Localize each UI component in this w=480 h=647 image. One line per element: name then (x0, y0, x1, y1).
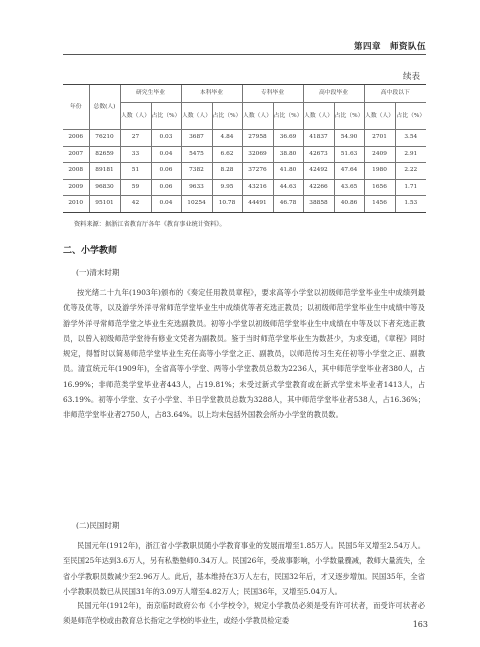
count-subheader: 人数（人） (242, 103, 273, 130)
section-title: 二、小学教师 (63, 246, 118, 256)
table-row (63, 179, 426, 196)
table-cell: 3687 (181, 130, 212, 147)
table-continued-label: 续表 (402, 72, 420, 82)
page-number: 163 (412, 620, 428, 629)
table-cell: 7382 (181, 163, 212, 180)
table-cell: 1456 (364, 196, 395, 213)
year-cell: 2010 (63, 196, 89, 213)
table-cell: 8.28 (212, 163, 242, 180)
group-header: 本科毕业 (181, 85, 242, 103)
table-cell: 0.04 (151, 146, 181, 163)
table-cell: 0.06 (151, 163, 181, 180)
table-cell: 1980 (364, 163, 395, 180)
percent-subheader: 占比（%） (151, 103, 181, 130)
table-row (63, 130, 426, 147)
group-header: 高中段以下 (364, 85, 426, 103)
table-cell: 82659 (89, 146, 120, 163)
table-cell: 0.06 (151, 179, 181, 196)
table-cell: 42673 (303, 146, 334, 163)
total-header: 总数(人) (89, 85, 120, 130)
count-subheader: 人数（人） (364, 103, 395, 130)
paragraph-qing: 按光绪二十九年(1903年)颁布的《奏定任用教员章程》，要求高等小学堂以初级师范学堂毕业生中成绩列最优等及优等，以及游学外洋寻常师范学堂毕业生中成绩优等者充选正教员；以初级师范学堂毕业生中成绩中等及游学外洋寻常师范学堂之毕业生充选副教员。初等小学堂以初级师范学堂毕业生中成绩在中等及以下者充选正教员，以曾入初级师范学堂待有修业文凭者为副教员。鉴于当时师范学堂毕业生为数甚少，为求变通，《章程》同时规定，得暂时以简易师范学堂毕业生充任高等小学堂之正、副教员，以师范传习生充任初等小学堂之正、副教员。清宣统元年(1909年)，全省高等小学堂、两等小学堂教员总数为2236人，其中师范学堂毕业者380人，占16.99%；非师范类学堂毕业者443人，占19.81%；未受过新式学堂教育或在新式学堂未毕业者1413人，占63.19%。初等小学堂、女子小学堂、半日学堂教员总数为3288人，其中师范学堂毕业者538人，占16.36%；非师范学堂毕业者2750人，占83.64%。以上均未包括外国教会所办小学堂的教员数。 (63, 288, 425, 420)
percent-subheader: 占比（%） (334, 103, 364, 130)
table-cell: 38858 (303, 196, 334, 213)
table-cell: 10254 (181, 196, 212, 213)
year-cell: 2007 (63, 146, 89, 163)
table-row (63, 163, 426, 180)
year-header: 年份 (63, 85, 89, 130)
table-cell: 2.22 (395, 163, 426, 180)
table-cell: 44.63 (273, 179, 303, 196)
group-header: 高中段毕业 (303, 85, 364, 103)
table-cell: 37276 (242, 163, 273, 180)
count-subheader: 人数（人） (303, 103, 334, 130)
count-subheader: 人数（人） (120, 103, 151, 130)
table-cell: 27958 (242, 130, 273, 147)
percent-subheader: 占比（%） (273, 103, 303, 130)
subsection-heading-qing: (一)清末时期 (76, 268, 120, 277)
table-cell: 3.54 (395, 130, 426, 147)
table-cell: 42 (120, 196, 151, 213)
table-row (63, 196, 426, 213)
table-cell: 9633 (181, 179, 212, 196)
table-cell: 95101 (89, 196, 120, 213)
table-cell: 2701 (364, 130, 395, 147)
year-cell: 2008 (63, 163, 89, 180)
table-cell: 51 (120, 163, 151, 180)
year-cell: 2009 (63, 179, 89, 196)
table-cell: 9.95 (212, 179, 242, 196)
table-cell: 32069 (242, 146, 273, 163)
table-cell: 1.71 (395, 179, 426, 196)
table-cell: 54.90 (334, 130, 364, 147)
table-cell: 89181 (89, 163, 120, 180)
table-cell: 27 (120, 130, 151, 147)
chapter-header: 第四章 师资队伍 (353, 42, 426, 52)
table-cell: 43216 (242, 179, 273, 196)
table-cell: 4.84 (212, 130, 242, 147)
table-cell: 2409 (364, 146, 395, 163)
table-cell: 42266 (303, 179, 334, 196)
table-cell: 40.86 (334, 196, 364, 213)
table-cell: 36.69 (273, 130, 303, 147)
table-row (63, 146, 426, 163)
table-cell: 10.78 (212, 196, 242, 213)
group-header: 专科毕业 (242, 85, 303, 103)
table-cell: 43.65 (334, 179, 364, 196)
table-cell: 59 (120, 179, 151, 196)
table-cell: 42492 (303, 163, 334, 180)
table-body (63, 130, 426, 213)
table-cell: 6.62 (212, 146, 242, 163)
table-source-note: 资料来源：据浙江省教育厅各年《教育事业统计资料》。 (74, 221, 226, 228)
table-cell: 44491 (242, 196, 273, 213)
table-cell: 1656 (364, 179, 395, 196)
table-cell: 38.80 (273, 146, 303, 163)
year-cell: 2006 (63, 130, 89, 147)
table-cell: 5475 (181, 146, 212, 163)
table-cell: 0.04 (151, 196, 181, 213)
percent-subheader: 占比（%） (212, 103, 242, 130)
header-rule (63, 54, 426, 55)
table-cell: 2.91 (395, 146, 426, 163)
paragraph-minguo-2: 民国元年(1912年)，南京临时政府公布《小学校令》，规定小学教员必须是受有许可状者，而受许可状者必须是师范学校或由教育总长指定之学校的毕业生，或经小学教员检定委 (63, 601, 425, 626)
table-cell: 41837 (303, 130, 334, 147)
table-cell: 1.53 (395, 196, 426, 213)
subsection-heading-minguo: (二)民国时期 (76, 521, 120, 530)
table-cell: 51.63 (334, 146, 364, 163)
table-cell: 76210 (89, 130, 120, 147)
table-cell: 33 (120, 146, 151, 163)
table-cell: 47.64 (334, 163, 364, 180)
teacher-education-table (63, 84, 426, 213)
table-cell: 46.78 (273, 196, 303, 213)
table-cell: 0.03 (151, 130, 181, 147)
paragraph-minguo-1: 民国元年(1912年)，浙江省小学教职员随小学教育事业的发展而增至1.85万人。民国5年又增至2.54万人。至民国25年达到3.6万人，另有私塾塾师0.34万人。民国26年，受战事影响，小学数量骤减，教师大量流失，全省小学教职员数减少至2.96万人。此后，基本维持在3万人左右，民国32年后，才又逐步增加。民国35年，全省小学教职员数已从民国31年的3.09万人增至4.82万人；民国36年，又增至5.04万人。 (63, 541, 425, 596)
count-subheader: 人数（人） (181, 103, 212, 130)
percent-subheader: 占比（%） (395, 103, 426, 130)
table-cell: 41.80 (273, 163, 303, 180)
table-cell: 96830 (89, 179, 120, 196)
group-header: 研究生毕业 (120, 85, 181, 103)
